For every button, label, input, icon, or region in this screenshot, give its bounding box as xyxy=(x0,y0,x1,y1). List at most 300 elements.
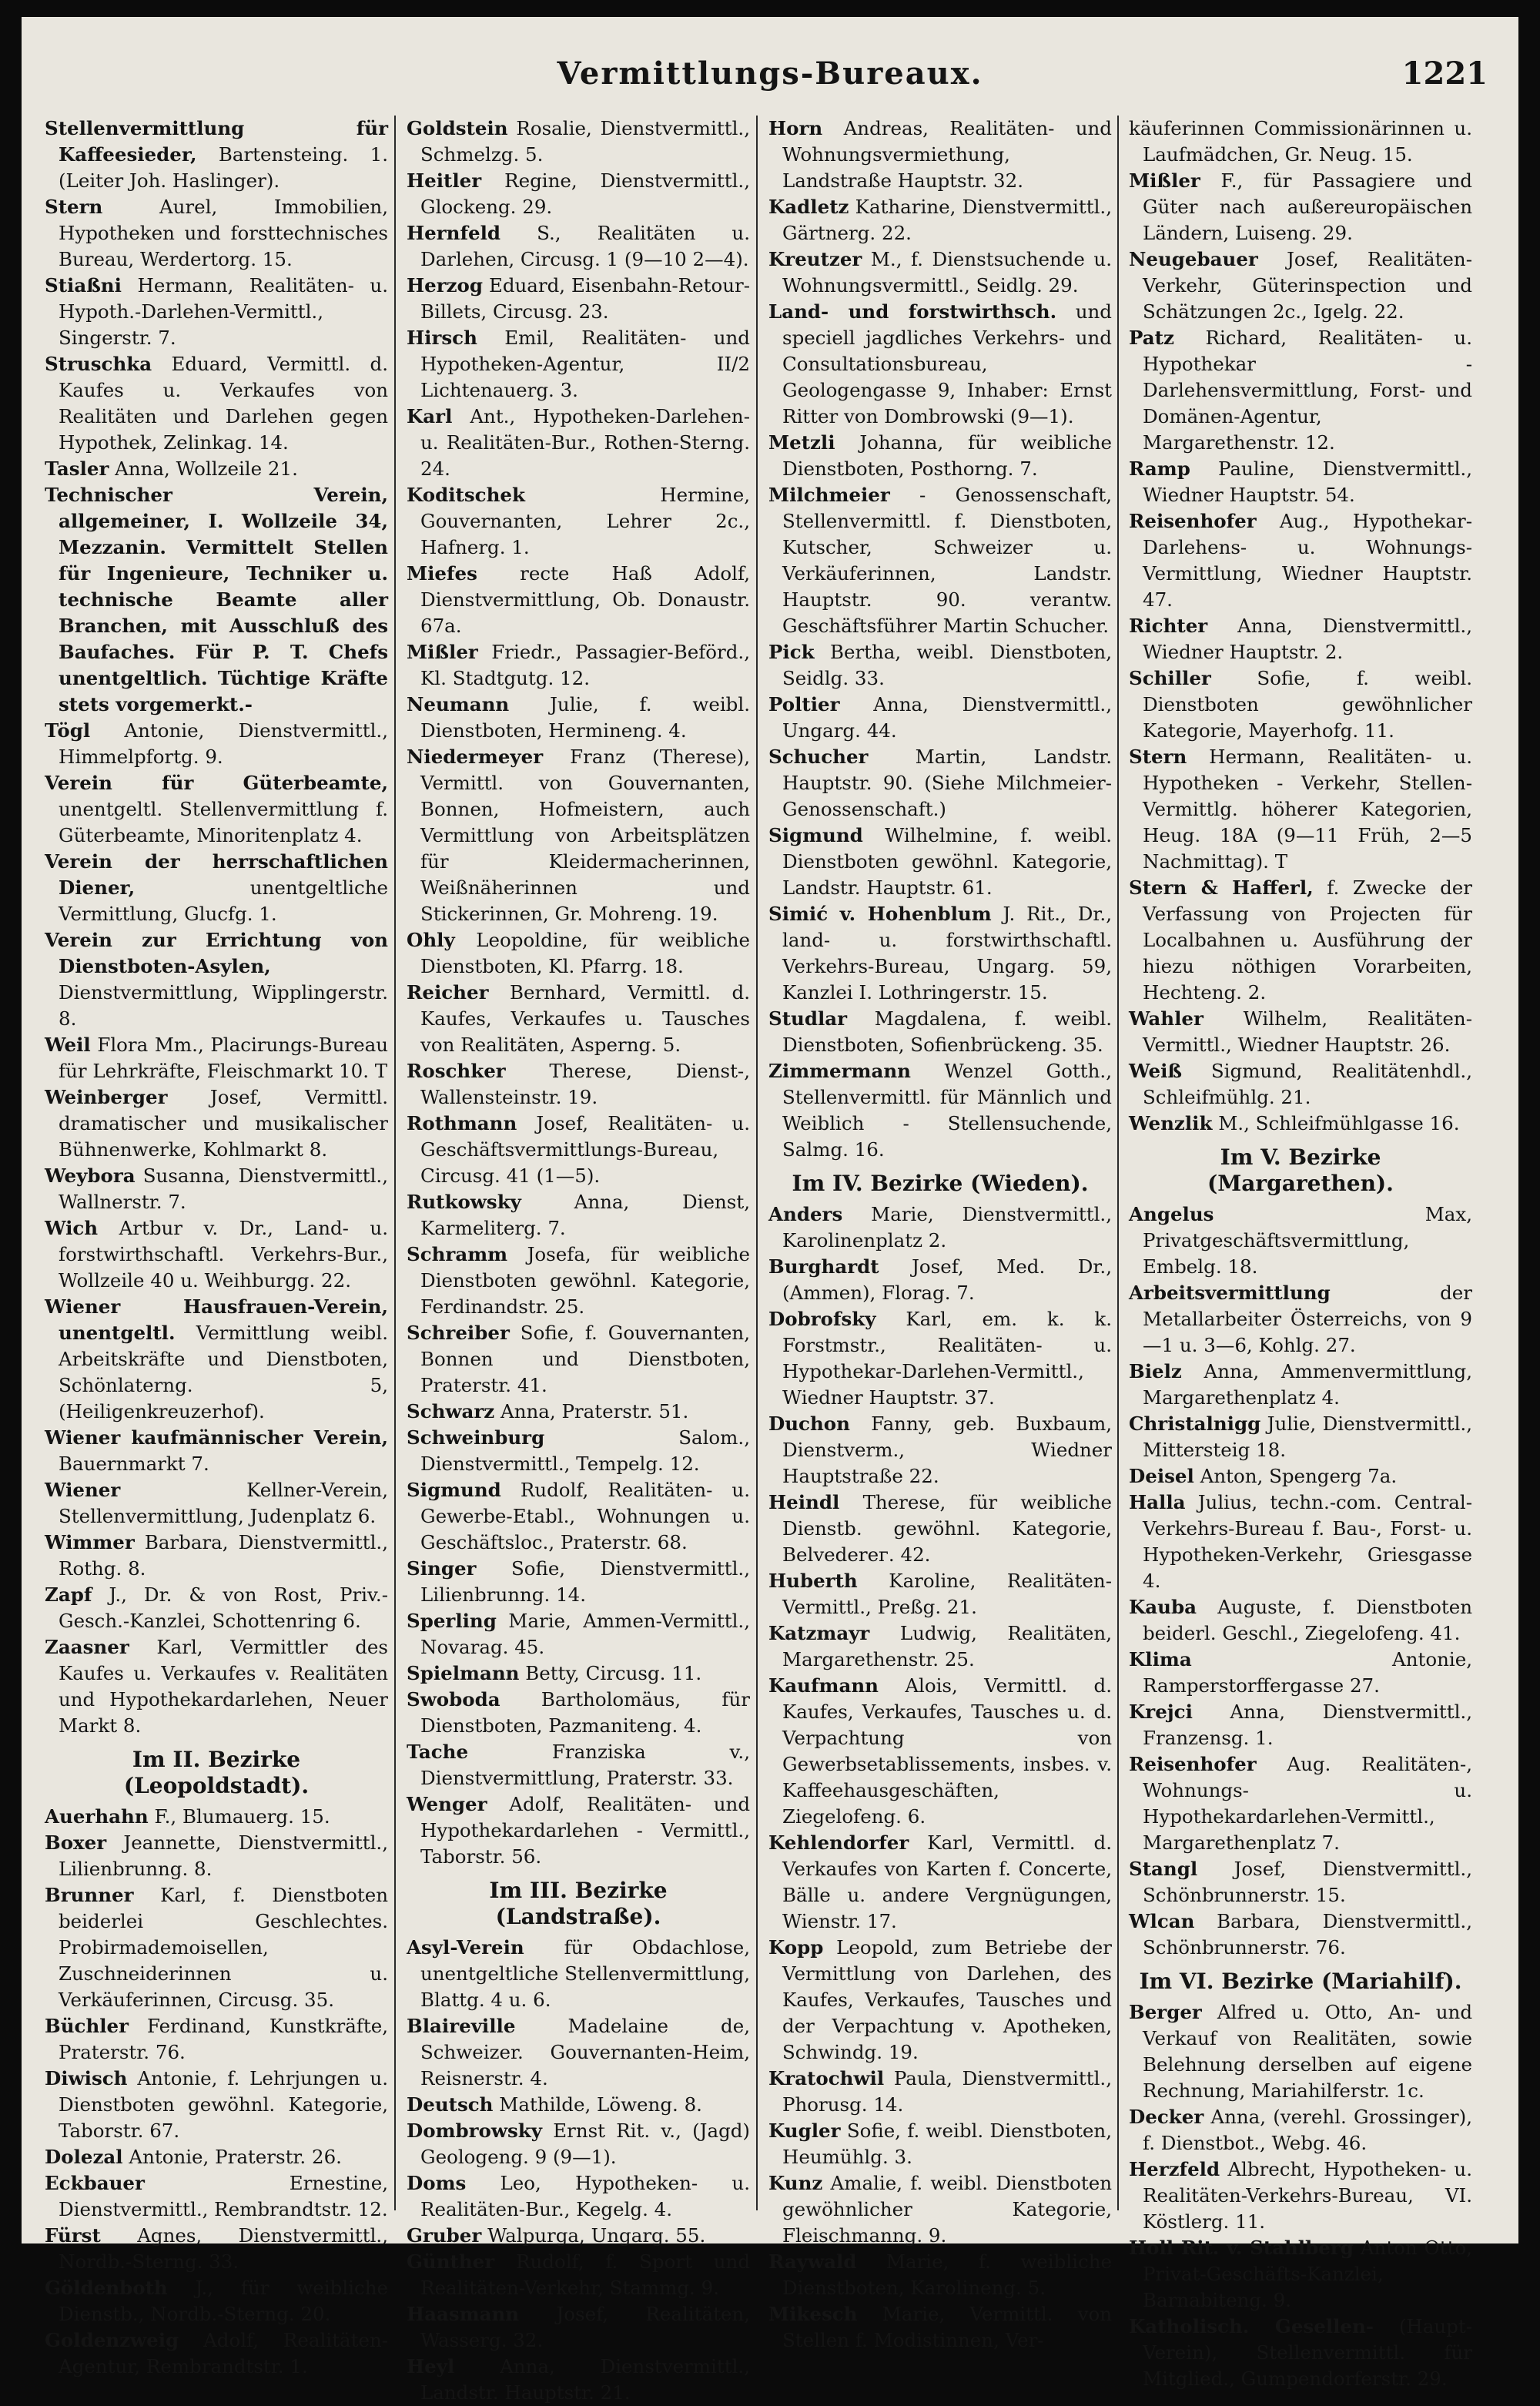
entry-name: Christalnigg xyxy=(1129,1412,1261,1435)
directory-entry xyxy=(768,2118,1112,2170)
entry-details: Wilhelmine, f. weibl. Dienstboten gewöhnl. Kategorie, Landstr. Hauptstr. 61. xyxy=(782,824,1112,899)
entry-details: Anna, Ammenvermittlung, Margarethenplatz 4. xyxy=(1143,1360,1472,1409)
entry-name: Duchon xyxy=(768,1412,850,1435)
directory-entry xyxy=(1129,1006,1472,1058)
directory-entry xyxy=(45,1425,388,1477)
entry-details: Marie, Dienstvermittl., Karolinenplatz 2. xyxy=(782,1203,1112,1252)
entry-details: Rudolf, Realitäten- u. Gewerbe-Etabl., Wohnungen u. Geschäftsloc., Praterstr. 68. xyxy=(420,1479,751,1553)
directory-entry xyxy=(1129,1856,1472,1908)
entry-name: Verein zur Errichtung von Dienstboten-Asylen, xyxy=(45,929,388,977)
entry-details: Therese, Dienst-, Wallensteinstr. 19. xyxy=(420,1060,750,1108)
entry-name: Weil xyxy=(45,1034,91,1056)
entry-details: Eduard, Eisenbahn-Retour-Billets, Circusg. 23. xyxy=(420,274,750,323)
directory-entry xyxy=(45,770,388,849)
directory-entry xyxy=(45,2066,388,2144)
entry-name: Doms xyxy=(407,2172,467,2194)
entry-name: Pick xyxy=(768,641,815,663)
entry-name: Karl xyxy=(407,405,453,427)
entry-name: Günther xyxy=(407,2250,495,2273)
entry-name: Milchmeier xyxy=(768,484,890,506)
directory-entry xyxy=(45,273,388,351)
directory-entry xyxy=(407,116,750,168)
entry-details: Richard, Realitäten- u. Hypothekar - Darlehensvermittlung, Forst- und Domänen-Agentur, Margarethenstr. 12. xyxy=(1143,327,1472,454)
entry-details: Aurel, Immobilien, Hypotheken und forsttechnisches Bureau, Werdertorg. 15. xyxy=(59,196,388,270)
entry-details: Ludwig, Realitäten, Margarethenstr. 25. xyxy=(782,1622,1112,1670)
entry-name: Patz xyxy=(1129,327,1174,349)
directory-entry xyxy=(45,116,388,194)
entry-name: Struschka xyxy=(45,353,152,375)
entry-name: Miefes xyxy=(407,562,477,585)
directory-entry xyxy=(768,1201,1112,1254)
directory-entry xyxy=(407,1791,750,1870)
entry-name: Wimmer xyxy=(45,1531,135,1553)
entry-name: Simić v. Hohenblum xyxy=(768,903,992,925)
entry-name: Wiener Hausfrauen-Verein, unentgeltl. xyxy=(45,1295,388,1344)
entry-details: Aug. Realitäten-, Wohnungs- u. Hypothekardarlehen-Vermittl., Margarethenplatz 7. xyxy=(1143,1753,1472,1854)
entry-details: Vermittlung weibl. Arbeitskräfte und Dienstboten, Schönlaterng. 5, (Heiligenkreuzerhof). xyxy=(59,1322,388,1422)
entry-details: Karl, Vermittl. d. Verkaufes von Karten f. Concerte, Bälle u. andere Vergnügungen, Wienstr. 17. xyxy=(782,1831,1112,1932)
column-1 xyxy=(45,116,389,2378)
entry-name: Weinberger xyxy=(45,1086,168,1108)
entry-name: Dolezal xyxy=(45,2146,123,2168)
entry-name: Weybora xyxy=(45,1164,136,1187)
directory-entry xyxy=(45,1530,388,1582)
directory-entry xyxy=(768,482,1112,639)
directory-entry xyxy=(407,1425,750,1477)
entry-details: S., Realitäten u. Darlehen, Circusg. 1 (9—10 2—4). xyxy=(420,222,750,270)
directory-entry xyxy=(407,273,750,325)
entry-name: Stern xyxy=(1129,746,1187,768)
directory-entry xyxy=(1129,613,1472,665)
district-heading: Im VI. Bezirke (Mariahilf). xyxy=(1139,1969,1462,1994)
entry-details: Franziska v., Dienstvermittlung, Praterstr. 33. xyxy=(420,1741,750,1789)
entry-details: J., Dr. & von Rost, Priv.-Gesch.-Kanzlei, Schottenring 6. xyxy=(59,1583,388,1632)
entry-name: Stangl xyxy=(1129,1858,1198,1880)
entry-details: Marie, Vermittl. von Stellen f. Modistinnen, Ver- xyxy=(782,2303,1112,2351)
entry-details: M., f. Dienstsuchende u. Wohnungsvermittl., Seidlg. 29. xyxy=(782,248,1112,297)
entry-name: Wenzlik xyxy=(1129,1112,1213,1134)
entry-name: Arbeitsvermittlung xyxy=(1129,1282,1331,1304)
directory-entry xyxy=(407,1556,750,1608)
directory-entry xyxy=(45,1215,388,1294)
entry-details: Emil, Realitäten- und Hypotheken-Agentur, II/2 Lichtenauerg. 3. xyxy=(420,327,750,401)
entry-details: Sofie, f. weibl. Dienstboten, Heumühlg. 3. xyxy=(782,2119,1112,2168)
entry-name: Eckbauer xyxy=(45,2172,145,2194)
entry-name: Wahler xyxy=(1129,1007,1204,1030)
directory-entry xyxy=(1129,2235,1472,2314)
entry-name: Berger xyxy=(1129,2001,1202,2023)
entry-name: Wiener kaufmännischer Verein, xyxy=(45,1426,388,1449)
column-4 xyxy=(1129,116,1473,2390)
entry-details: Julie, Dienstvermittl., Mittersteig 18. xyxy=(1143,1412,1472,1461)
entry-details: Ant., Hypotheken-Darlehen- u. Realitäten-Bur., Rothen-Sterng. 24. xyxy=(420,405,750,480)
entry-details: F., Blumauerg. 15. xyxy=(154,1805,330,1828)
directory-entry xyxy=(768,1673,1112,1830)
entry-details: Pauline, Dienstvermittl., Wiedner Hauptstr. 54. xyxy=(1143,457,1472,506)
directory-entry xyxy=(407,1111,750,1189)
directory-entry xyxy=(1129,2314,1472,2392)
entry-name: Goldenzweig xyxy=(45,2329,179,2351)
entry-details: - Genossenschaft, Stellenvermittl. f. Dienstboten, Kutscher, Schweizer u. Verkäuferinnen, Landstr. Hauptstr. 90. verantw. Geschäftsführer Martin Schucher. xyxy=(782,484,1112,637)
column-divider xyxy=(394,116,396,2210)
directory-entry xyxy=(407,2170,750,2223)
directory-entry xyxy=(1129,168,1472,246)
entry-details: Anna, Dienst, Karmeliterg. 7. xyxy=(420,1191,750,1239)
entry-name: Fürst xyxy=(45,2224,101,2247)
entry-details: Mathilde, Löweng. 8. xyxy=(499,2093,702,2116)
directory-entry xyxy=(1129,1201,1472,1280)
entry-name: Hirsch xyxy=(407,327,477,349)
entry-name: Dobrofsky xyxy=(768,1308,876,1330)
directory-entry xyxy=(1129,1490,1472,1594)
entry-details: Karl, Vermittler des Kaufes u. Verkaufes v. Realitäten und Hypothekardarlehen, Neuer Markt 8. xyxy=(59,1636,388,1737)
directory-page xyxy=(22,17,1518,2404)
entry-name: Huberth xyxy=(768,1570,858,1592)
entry-details: Karl, f. Dienstboten beiderlei Geschlechtes. Probirmademoisellen, Zuschneiderinnen u. Verkäuferinnen, Circusg. 35. xyxy=(59,1884,388,2011)
entry-name: Reisenhofer xyxy=(1129,510,1257,532)
entry-details: Karoline, Realitäten-Vermittl., Preßg. 21. xyxy=(782,1570,1112,1618)
directory-entry xyxy=(407,2013,750,2092)
entry-details: J. Rit., Dr., land- u. forstwirthschaftl. Verkehrs-Bureau, Ungarg. 59, Kanzlei I. Lothringerstr. 15. xyxy=(782,903,1112,1004)
entry-name: Büchler xyxy=(45,2015,129,2037)
entry-details: Anna, Dienstvermittl., Ungarg. 44. xyxy=(782,693,1112,742)
directory-entry xyxy=(768,2249,1112,2301)
entry-details: Max, Privatgeschäftsvermittlung, Embelg. 18. xyxy=(1143,1203,1472,1278)
directory-entry xyxy=(45,927,388,1032)
directory-entry xyxy=(45,1294,388,1425)
entry-name: Schramm xyxy=(407,1243,508,1265)
entry-name: Stellenvermittlung für Kaffeesieder, xyxy=(45,117,388,166)
entry-details: Franz (Therese), Vermittl. von Gouvernanten, Bonnen, Hofmeistern, auch Vermittlung von Arbeitsplätzen für Kleidermacherinnen, Weißnäherinnen und Stickerinnen, Gr. Mohreng. 19. xyxy=(420,746,750,925)
entry-name: Kunz xyxy=(768,2172,823,2194)
entry-details: Karl, em. k. k. Forstmstr., Realitäten- u. Hypothekar-Darlehen-Vermittl., Wiedner Hauptstr. 37. xyxy=(782,1308,1112,1409)
entry-details: Adolf, Realitäten- und Hypothekardarlehen - Vermittl., Taborstr. 56. xyxy=(420,1793,750,1868)
entry-name: Schiller xyxy=(1129,667,1211,689)
directory-entry xyxy=(407,1660,750,1687)
entry-name: Haasmann xyxy=(407,2303,520,2325)
entry-name: Kugler xyxy=(768,2119,841,2142)
directory-entry xyxy=(1129,665,1472,744)
directory-entry xyxy=(45,1830,388,1882)
entry-name: Burghardt xyxy=(768,1255,879,1278)
entry-name: Sperling xyxy=(407,1610,497,1632)
directory-entry xyxy=(1129,1647,1472,1699)
directory-entry xyxy=(45,849,388,927)
directory-entry xyxy=(407,1608,750,1660)
directory-entry xyxy=(1129,1411,1472,1463)
entry-details: Dienstvermittlung, Wipplingerstr. 8. xyxy=(59,981,388,1030)
directory-entry xyxy=(1129,325,1472,456)
entry-name: Roschker xyxy=(407,1060,506,1082)
directory-entry xyxy=(407,482,750,561)
entry-details: Barbara, Dienstvermittl., Schönbrunnerstr. 76. xyxy=(1143,1910,1472,1959)
entry-details: Anna, Praterstr. 51. xyxy=(500,1400,689,1422)
entry-name: Angelus xyxy=(1129,1203,1214,1225)
entry-name: Schucher xyxy=(768,746,869,768)
entry-details: Betty, Circusg. 11. xyxy=(525,1662,702,1684)
directory-entry xyxy=(1129,1751,1472,1856)
entry-name: Poltier xyxy=(768,693,840,715)
entry-name: Verein für Güterbeamte, xyxy=(45,772,388,794)
entry-details: Artbur v. Dr., Land- u. forstwirthschaftl. Verkehrs-Bur., Wollzeile 40 u. Weihburgg. 22. xyxy=(59,1217,388,1292)
entry-details: Antonie, f. Lehrjungen u. Dienstboten gewöhnl. Kategorie, Taborstr. 67. xyxy=(59,2067,388,2142)
entry-details: Aug., Hypothekar-Darlehens- u. Wohnungs-Vermittlung, Wiedner Hauptstr. 47. xyxy=(1143,510,1472,611)
directory-entry xyxy=(768,2170,1112,2249)
entry-name: Wiener xyxy=(45,1479,121,1501)
entry-name: Schreiber xyxy=(407,1322,510,1344)
column-divider xyxy=(756,116,758,2210)
entry-details: Marie, Ammen-Vermittl., Novarag. 45. xyxy=(420,1610,750,1658)
entry-name: Koditschek xyxy=(407,484,525,506)
entry-name: Zaasner xyxy=(45,1636,129,1658)
entry-details: Bertha, weibl. Dienstboten, Seidlg. 33. xyxy=(782,641,1112,689)
entry-details: der Metallarbeiter Österreichs, von 9—1 u. 3—6, Kohlg. 27. xyxy=(1143,1282,1472,1356)
entry-details: Antonie, Ramperstorffergasse 27. xyxy=(1143,1648,1472,1697)
entry-name: Rothmann xyxy=(407,1112,517,1134)
directory-entry xyxy=(768,823,1112,901)
entry-name: Krejci xyxy=(1129,1701,1193,1723)
entry-details: recte Haß Adolf, Dienstvermittlung, Ob. Donaustr. 67a. xyxy=(420,562,750,637)
entry-details: Walpurga, Ungarg. 55. xyxy=(487,2224,706,2247)
directory-entry xyxy=(768,299,1112,430)
entry-details: Leopold, zum Betriebe der Vermittlung von Darlehen, des Kaufes, Verkaufes, Tausches und der Verpachtung v. Apotheken, Schwindg. 19. xyxy=(782,1936,1112,2063)
directory-entry xyxy=(1129,508,1472,613)
entry-details: Wenzel Gotth., Stellenvermittl. für Männlich und Weiblich - Stellensuchende, Salmg. 16. xyxy=(782,1060,1112,1161)
entry-name: Reisenhofer xyxy=(1129,1753,1257,1775)
entry-name: Stern & Hafferl, xyxy=(1129,876,1314,899)
entry-name: Verein der herrschaftlichen Diener, xyxy=(45,850,388,899)
directory-entry xyxy=(407,1935,750,2013)
entry-details: Johanna, für weibliche Dienstboten, Posthorng. 7. xyxy=(782,431,1112,480)
entry-details: Josef, Realitäten, Wasserg. 32. xyxy=(420,2303,750,2351)
entry-name: Deisel xyxy=(1129,1465,1194,1487)
entry-name: Tögl xyxy=(45,719,91,742)
directory-entry xyxy=(45,2327,388,2380)
directory-entry xyxy=(407,1320,750,1399)
directory-entry xyxy=(768,1306,1112,1411)
entry-name: Mißler xyxy=(407,641,478,663)
directory-entry xyxy=(1129,2104,1472,2156)
entry-name: Ramp xyxy=(1129,457,1190,480)
entry-details: Hermann, Realitäten- u. Hypotheken - Verkehr, Stellen-Vermittlg. höherer Kategorien, Heug. 18A (9—11 Früh, 2—5 Nachmittag). T xyxy=(1143,746,1473,873)
directory-entry xyxy=(768,1490,1112,1568)
directory-entry xyxy=(768,2066,1112,2118)
entry-details: Albrecht, Hypotheken- u. Realitäten-Verkehrs-Bureau, VI. Köstlerg. 11. xyxy=(1143,2158,1472,2233)
entry-details: Wilhelm, Realitäten-Vermittl., Wiedner Hauptstr. 26. xyxy=(1143,1007,1472,1056)
entry-details: Bartensteing. 1. (Leiter Joh. Haslinger). xyxy=(59,143,388,192)
entry-details: Marie, f. weibliche Dienstboten, Karolineng. 5. xyxy=(782,2250,1112,2299)
district-heading: Im II. Bezirke (Leopoldstadt). xyxy=(123,1747,310,1798)
entry-name: Land- und forstwirthsch. xyxy=(768,300,1057,323)
entry-name: Heitler xyxy=(407,169,482,192)
entry-name: Horn xyxy=(768,117,823,139)
entry-name: Diwisch xyxy=(45,2067,128,2089)
entry-details: Rudolf, f. Sport und Realitäten-Verkehr, Stammg. 9. xyxy=(420,2250,750,2299)
directory-entry xyxy=(407,2354,750,2406)
district-heading: Im IV. Bezirke (Wieden). xyxy=(792,1171,1089,1196)
directory-entry xyxy=(407,2118,750,2170)
directory-entry xyxy=(768,1411,1112,1490)
entry-details: Alois, Vermittl. d. Kaufes, Verkaufes, Tausches u. d. Verpachtung von Gewerbsetablissements, insbes. v. Kaffeehausgeschäften, Ziegelofeng. 6. xyxy=(782,1674,1112,1828)
entry-name: Niedermeyer xyxy=(407,746,544,768)
directory-entry xyxy=(407,325,750,404)
directory-entry xyxy=(45,456,388,482)
entry-name: Rutkowsky xyxy=(407,1191,521,1213)
entry-name: Boxer xyxy=(45,1831,107,1854)
directory-entry xyxy=(45,1804,388,1830)
entry-name: Kadletz xyxy=(768,196,849,218)
directory-entry xyxy=(768,2301,1112,2354)
entry-name: Asyl-Verein xyxy=(407,1936,524,1959)
column-3 xyxy=(768,116,1113,2351)
directory-entry xyxy=(407,2301,750,2354)
entry-name: Kratochwil xyxy=(768,2067,885,2089)
entry-details: Anton, Spengerg 7a. xyxy=(1200,1465,1398,1487)
directory-entry xyxy=(407,1242,750,1320)
entry-name: Stern xyxy=(45,196,103,218)
entry-details: Ernestine, Dienstvermittl., Rembrandtstr. 12. xyxy=(59,2172,388,2220)
entry-details: Sofie, f. Gouvernanten, Bonnen und Dienstboten, Praterstr. 41. xyxy=(420,1322,750,1396)
entry-details: Anna, Dienstvermittl., Wiedner Hauptstr. 2. xyxy=(1143,615,1472,663)
entry-details: f. Zwecke der Verfassung von Projecten für Localbahnen u. Ausführung der hiezu nöthigen Vorarbeiten, Hechteng. 2. xyxy=(1143,876,1472,1004)
entry-name: Goldstein xyxy=(407,117,508,139)
entry-name: Raywald xyxy=(768,2250,857,2273)
entry-details: Bernhard, Vermittl. d. Kaufes, Verkaufes u. Tausches von Realitäten, Asperng. 5. xyxy=(420,981,750,1056)
directory-entry xyxy=(45,1032,388,1084)
entry-details: Anna, Wollzeile 21. xyxy=(115,457,298,480)
directory-entry xyxy=(45,1582,388,1634)
entry-name: Gruber xyxy=(407,2224,482,2247)
entry-details: Amalie, f. weibl. Dienstboten gewöhnlicher Kategorie, Fleischmanng. 9. xyxy=(782,2172,1112,2247)
directory-entry xyxy=(45,2013,388,2066)
directory-entry xyxy=(407,2223,750,2249)
directory-entry xyxy=(1129,744,1472,875)
entry-details: Alfred u. Otto, An- und Verkauf von Realitäten, sowie Belehnung derselben auf eigene Rechnung, Mariahilferstr. 1c. xyxy=(1143,2001,1473,2102)
directory-entry xyxy=(407,404,750,482)
entry-name: Schweinburg xyxy=(407,1426,545,1449)
entry-details: F., für Passagiere und Güter nach außereuropäischen Ländern, Luiseng. 29. xyxy=(1143,169,1472,244)
entry-name: Dombrowsky xyxy=(407,2119,542,2142)
entry-details: Barbara, Dienstvermittl., Rothg. 8. xyxy=(59,1531,388,1580)
directory-entry xyxy=(1129,1359,1472,1411)
entry-name: Mißler xyxy=(1129,169,1200,192)
entry-details: Antonie, Dienstvermittl., Himmelpfortg. 9. xyxy=(59,719,388,768)
directory-entry xyxy=(407,561,750,639)
entry-details: I. Wollzeile 34, Mezzanin. Vermittelt Stellen für Ingenieure, Techniker u. technische Beamte aller Branchen, mit Ausschluß des Baufaches. Für P. T. Chefs unentgeltlich. Tüchtige Kräfte stets vorgemerkt.- xyxy=(59,510,388,715)
directory-entry xyxy=(407,1687,750,1739)
entry-name: Wich xyxy=(45,1217,99,1239)
entry-name: Kaufmann xyxy=(768,1674,879,1697)
page-title: Vermittlungs-Bureaux. xyxy=(557,55,983,92)
directory-entry xyxy=(407,1399,750,1425)
directory-entry xyxy=(1129,246,1472,325)
entry-name: Herzog xyxy=(407,274,484,297)
district-heading: Im III. Bezirke (Landstraße). xyxy=(489,1878,668,1929)
entry-details: Flora Mm., Placirungs-Bureau für Lehrkräfte, Fleischmarkt 10. T xyxy=(59,1034,388,1082)
directory-entry xyxy=(1129,1463,1472,1490)
directory-entry xyxy=(407,2249,750,2301)
column-2 xyxy=(407,116,751,2404)
directory-entry xyxy=(768,1006,1112,1058)
entry-name: Kauba xyxy=(1129,1596,1197,1618)
directory-entry xyxy=(45,194,388,273)
entry-details: Martin, Landstr. Hauptstr. 90. (Siehe Milchmeier-Genossenschaft.) xyxy=(782,746,1112,820)
entry-details: Josef, Med. Dr., (Ammen), Florag. 7. xyxy=(782,1255,1113,1304)
entry-details: Sofie, f. weibl. Dienstboten gewöhnlicher Kategorie, Mayerhofg. 11. xyxy=(1143,667,1472,742)
entry-name: Sigmund xyxy=(768,824,863,846)
entry-details: Anna, Dienstvermittl., Franzensg. 1. xyxy=(1143,1701,1472,1749)
directory-entry xyxy=(45,1477,388,1530)
entry-details: Rosalie, Dienstvermittl., Schmelzg. 5. xyxy=(420,117,750,166)
directory-entry xyxy=(407,1058,750,1111)
entry-details: Julie, f. weibl. Dienstboten, Hermineng. 4. xyxy=(420,693,750,742)
entry-details: Josef, Realitäten-Verkehr, Güterinspection und Schätzungen 2c., Igelg. 22. xyxy=(1143,248,1472,323)
entry-name: Zapf xyxy=(45,1583,92,1606)
directory-entry xyxy=(407,1189,750,1242)
entry-name: Zimmermann xyxy=(768,1060,911,1082)
entry-details: Ernst Rit. v., (Jagd) Geologeng. 9 (9—1). xyxy=(420,2119,750,2168)
directory-entry xyxy=(407,639,750,692)
directory-entry xyxy=(1129,2156,1472,2235)
entry-continuation xyxy=(1129,116,1472,168)
entry-name: Tache xyxy=(407,1741,469,1763)
entry-details: Andreas, Realitäten- und Wohnungsvermiethung, Landstraße Hauptstr. 32. xyxy=(782,117,1112,192)
entry-details: Auguste, f. Dienstboten beiderl. Geschl., Ziegelofeng. 41. xyxy=(1143,1596,1472,1644)
entry-name: Anders xyxy=(768,1203,843,1225)
entry-name: Studlar xyxy=(768,1007,848,1030)
entry-details: Adolf, Realitäten-Agentur, Rembrandtstr. 1. xyxy=(59,2329,388,2378)
page-number: 1221 xyxy=(1401,55,1488,92)
directory-entry xyxy=(45,351,388,456)
directory-entry xyxy=(407,168,750,220)
entry-name: Mikesch xyxy=(768,2303,858,2325)
entry-name: Wenger xyxy=(407,1793,487,1815)
entry-details: Jeannette, Dienstvermittl., Lilienbrunng. 8. xyxy=(59,1831,388,1880)
entry-name: Katzmayr xyxy=(768,1622,870,1644)
entry-details: Leo, Hypotheken- u. Realitäten-Bur., Kegelg. 4. xyxy=(420,2172,750,2220)
entry-name: Heyl xyxy=(407,2355,455,2378)
directory-entry xyxy=(407,744,750,927)
entry-name: Weiß xyxy=(1129,1060,1183,1082)
directory-entry xyxy=(768,639,1112,692)
entry-details: Eduard, Vermittl. d. Kaufes u. Verkaufes von Realitäten und Darlehen gegen Hypothek, Zelinkag. 14. xyxy=(59,353,388,454)
entry-details: Susanna, Dienstvermittl., Wallnerstr. 7. xyxy=(59,1164,388,1213)
directory-entry xyxy=(768,1620,1112,1673)
entry-name: Göldenboth xyxy=(45,2277,168,2299)
entry-details: Anna, Dienstvermittl., Landstr. Hauptstr. 21. xyxy=(420,2355,750,2404)
entry-details: Magdalena, f. weibl. Dienstboten, Sofienbrückeng. 35. xyxy=(782,1007,1112,1056)
entry-details: für Obdachlose, unentgeltliche Stellenvermittlung, Blattg. 4 u. 6. xyxy=(420,1936,750,2011)
directory-entry xyxy=(1129,1280,1472,1359)
entry-name: Herzfeld xyxy=(1129,2158,1220,2180)
directory-entry xyxy=(45,1882,388,2013)
entry-name: Kehlendorfer xyxy=(768,1831,909,1854)
entry-name: Ohly xyxy=(407,929,455,951)
entry-name: Tasler xyxy=(45,457,109,480)
entry-details: Josef, Realitäten- u. Geschäftsvermittlungs-Bureau, Circusg. 41 (1—5). xyxy=(420,1112,750,1187)
directory-entry xyxy=(407,1477,750,1556)
entry-details: Salom., Dienstvermittl., Tempelg. 12. xyxy=(420,1426,750,1475)
entry-details: Ferdinand, Kunstkräfte, Praterstr. 76. xyxy=(59,2015,388,2063)
entry-name: Auerhahn xyxy=(45,1805,149,1828)
entry-details: J., für weibliche Dienstb., Nordb.-Sterng. 20. xyxy=(59,2277,388,2325)
entry-name: Halla xyxy=(1129,1491,1186,1513)
entry-name: Spielmann xyxy=(407,1662,520,1684)
directory-entry xyxy=(45,1084,388,1163)
directory-entry xyxy=(45,718,388,770)
entry-details: unentgeltl. Stellenvermittlung f. Güterbeamte, Minoritenplatz 4. xyxy=(59,798,388,846)
directory-entry xyxy=(407,927,750,980)
